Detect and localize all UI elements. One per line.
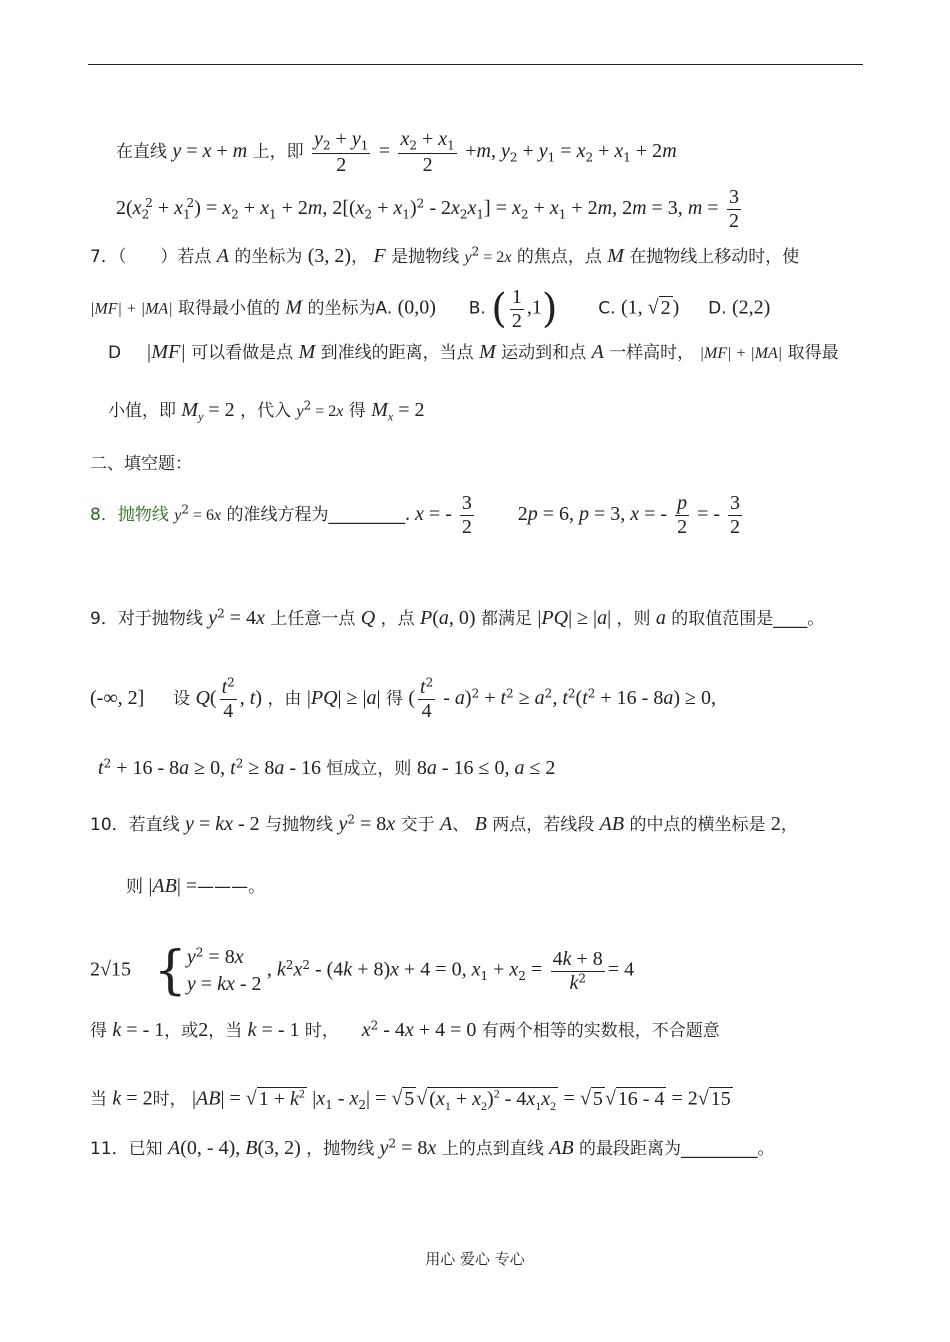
q10-stem: 10．若直线 y = kx - 2 与抛物线 $y^2 = 8x$ 交于 A、 B 两点，若线段 AB 的中点的横坐标是 2，: [90, 812, 798, 835]
q7-solution-1: D |MF| 可以看做是点 M 到准线的距离，当点 M 运动到和点 A 一样高时， |MF| + |MA| 取得最: [108, 341, 839, 363]
q10-solution-2: 得 k = - 1，或2，当 k = - 1 时， $x^2 - 4x + 4 = 0$ 有两个相等的实数根，不合题意: [90, 1018, 720, 1041]
q7-solution-2: 小值，即 $M_y = 2$ ，代入 $y^2 = 2x$ 得 $M_x = 2$: [108, 398, 425, 424]
q7-stem: 7．（ ）若点 A 的坐标为 (3, 2)， F 是抛物线 $y^2 = 2x$ 的焦点，点 M 在抛物线上移动时，使: [90, 244, 800, 267]
section-title: 二、填空题：: [90, 454, 192, 474]
q10-solution-1: 2√15 { $y^2 = 8x$ y = kx - 2 , $k^2x^2 - (4k + 8)x + 4 = 0$, $x_1 + x_2$ = $\frac{4k + 8}{k^2}$ = 4: [90, 941, 635, 1001]
q9-stem: 9．对于抛物线 $y^2 = 4x$ 上任意一点 Q ，点 P(a, 0) 都满足 |PQ| ≥ |a| ，则 a 的取值范围是____。: [90, 606, 825, 629]
q11-stem: 11．已知 A(0, - 4), B(3, 2) ，抛物线 $y^2 = 8x$ 上的点到直线 AB 的最段距离为_________。: [90, 1136, 775, 1159]
header-rule: [88, 64, 863, 65]
q8: 8．抛物线 $y^2 = 6x$ 的准线方程为_________. x = - $\frac{3}{2}$ 2p = 6, p = 3, x = - $\frac{p}{2}$ = - $\frac{3}{2}$: [90, 492, 741, 538]
q9-solution-2: $t^2 + 16 - 8a \ge 0$, $t^2 \ge 8a - 16$ 恒成立，则 8a - 16 ≤ 0, a ≤ 2: [98, 756, 556, 779]
page-footer: 用心 爱心 专心: [425, 1250, 525, 1268]
q10-ask: 则 |AB| =———。: [126, 875, 266, 897]
q6-line2: $2(x_2^2 + x_1^2) = x_2 + x_1 + 2m$, $2[(x_2 + x_1)^2 - 2x_2x_1] = x_2 + x_1 + 2m$, 2m = 3, m = $\frac{3}{2}$: [116, 186, 739, 232]
q6-line1: 在直线 y = x + m 上，即 $\frac{y_2 + y_1}{2}$ = $\frac{x_2 + x_1}{2}$ +m, $y_2 + y_1 = x_2 + x_1 + 2m$: [116, 128, 677, 177]
q9-solution-1: (-∞, 2] 设 Q( $\frac{t^2}{4}$ , t) ，由 |PQ| ≥ |a| 得 ( $\frac{t^2}{4}$ - $a)^2 + t^2 \ge a^2$, $t^2(t^2 + 16 - 8a) \ge 0$,: [90, 675, 716, 722]
q7-options: |MF| + |MA| 取得最小值的 M 的坐标为A. (0,0) B. ( $\frac{1}{2}$ ,1) C. (1, √ 2 ) D. (2,2): [90, 285, 771, 332]
q10-solution-3: 当 k = 2时， |AB| = √ $1 + k^2$ $|x_1 - x_2|$ = √ 5 √ $(x_1 + x_2)^2 - 4x_1x_2$ = √ 5 √ 16 - 4 = 2√ 15: [90, 1086, 731, 1113]
